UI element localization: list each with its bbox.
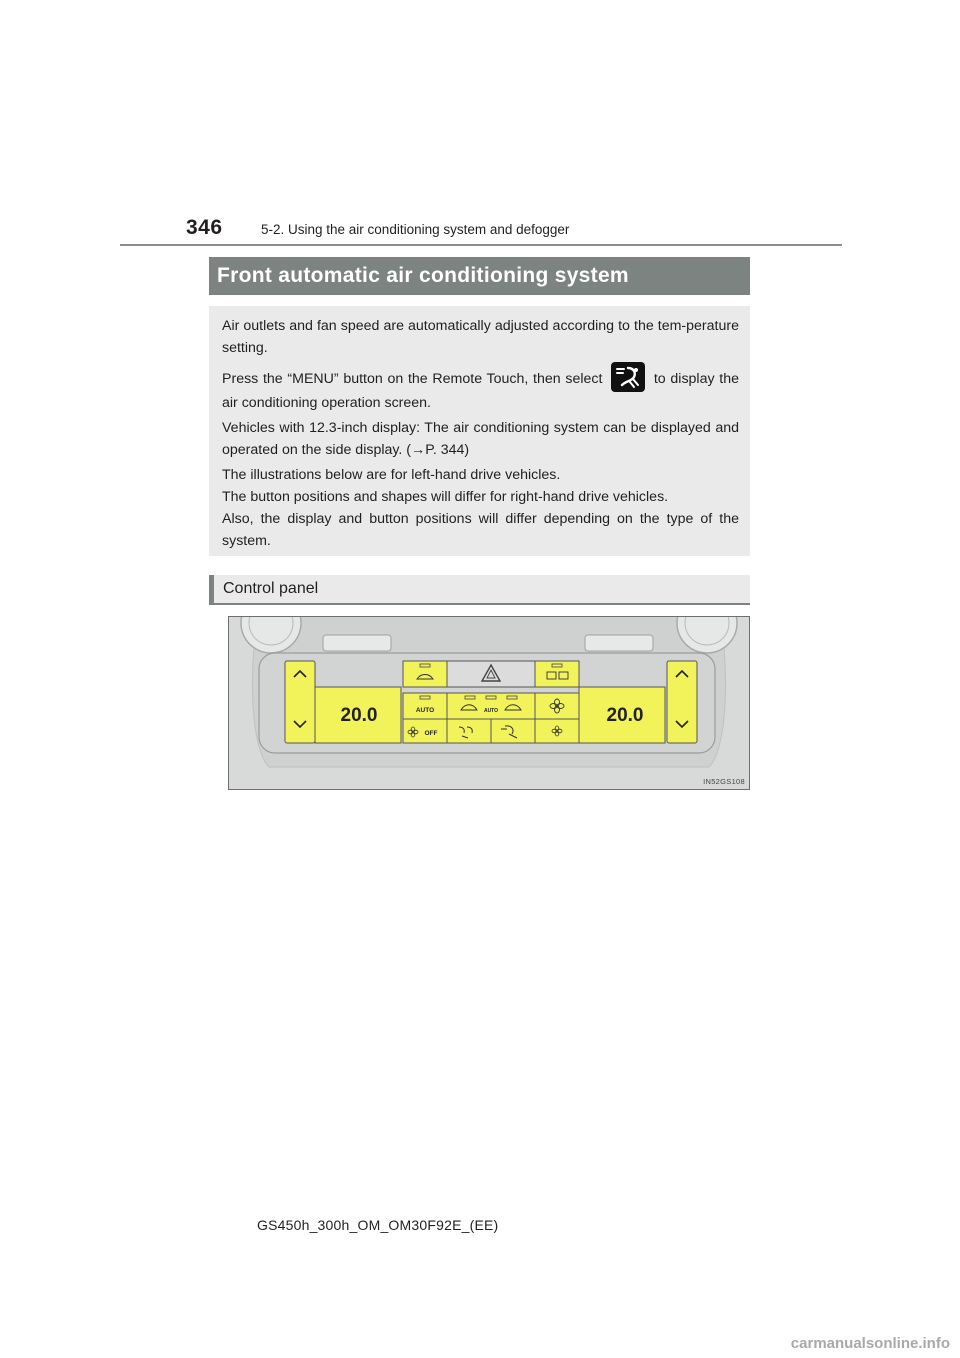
- intro-box: [209, 306, 750, 556]
- left-temp-up-down-button[interactable]: [285, 661, 315, 743]
- page-title: Front automatic air conditioning system: [209, 257, 750, 295]
- air-intake-auto-label: AUTO: [483, 708, 499, 714]
- intro-paragraph-4-line-3: Also, the display and button positions will differ depending on the type of the system.: [222, 511, 739, 549]
- intro-paragraph-1: Air outlets and fan speed are automatically adjusted according to the tem-perature setting.: [222, 318, 739, 356]
- control-panel-figure: [228, 616, 750, 790]
- intro-paragraph-2-start: Press the “MENU” button on the Remote Touch, then select: [222, 371, 603, 387]
- hazard-button[interactable]: [447, 661, 535, 687]
- page-number: 346: [186, 216, 223, 239]
- right-vent: [585, 635, 653, 651]
- right-temp-up-down-button[interactable]: [667, 661, 697, 743]
- fan-speed-up-button[interactable]: [535, 693, 579, 719]
- footer-document-id: GS450h_300h_OM_OM30F92E_(EE): [257, 1217, 499, 1233]
- intro-paragraph-2: [222, 362, 739, 414]
- intro-paragraph-2-end: to display the air conditioning operation screen.: [222, 371, 739, 411]
- rear-defogger-button[interactable]: [535, 661, 579, 687]
- left-temp-value: 20.0: [340, 705, 378, 726]
- auto-button-label: AUTO: [415, 707, 435, 714]
- left-vent: [323, 635, 391, 651]
- watermark: carmanualsonline.info: [790, 1335, 950, 1352]
- air-outlet-mode-button-2[interactable]: [491, 719, 535, 743]
- air-intake-auto-button[interactable]: [447, 693, 535, 719]
- right-temp-value: 20.0: [606, 705, 644, 726]
- fan-speed-down-button[interactable]: [535, 719, 579, 743]
- fan-off-label: OFF: [424, 730, 438, 737]
- auto-button[interactable]: [403, 693, 447, 719]
- intro-paragraph-3: Vehicles with 12.3-inch display: The air conditioning system can be displayed and operated on the side display. (→P. 344): [222, 420, 739, 458]
- control-panel-subheading: Control panel: [209, 575, 750, 605]
- front-defroster-button[interactable]: [403, 661, 447, 687]
- intro-paragraph-4-line-2: The button positions and shapes will differ for right-hand drive vehicles.: [222, 489, 669, 505]
- intro-paragraph-4-line-1: The illustrations below are for left-hand drive vehicles.: [222, 467, 561, 483]
- air-outlet-mode-button[interactable]: [447, 719, 491, 743]
- air-conditioning-icon: [611, 362, 645, 392]
- figure-code: IN52GS108: [703, 777, 745, 786]
- header-rule: [120, 244, 842, 246]
- section-title: 5-2. Using the air conditioning system and defogger: [261, 222, 570, 237]
